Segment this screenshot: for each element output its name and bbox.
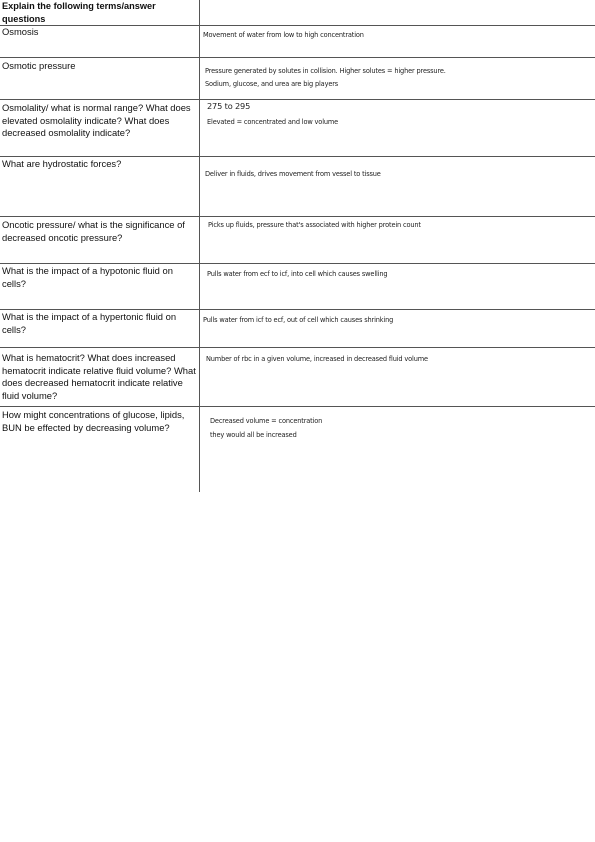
row-divider xyxy=(0,216,595,217)
answer-hematocrit: Number of rbc in a given volume, increased in decreased fluid volume xyxy=(206,355,428,363)
row-divider xyxy=(0,406,595,407)
answer-oncotic-pressure: Picks up fluids, pressure that's associated with higher protein count xyxy=(208,221,421,229)
row-divider xyxy=(0,99,595,100)
question-hydrostatic-forces: What are hydrostatic forces? xyxy=(2,158,122,169)
question-hypertonic-fluid: What is the impact of a hypertonic fluid on cells? xyxy=(2,311,177,335)
question-osmosis: Osmosis xyxy=(2,26,39,37)
answer-osmosis: Movement of water from low to high concentration xyxy=(203,31,364,39)
answer-hypotonic-fluid: Pulls water from ecf to icf, into cell which causes swelling xyxy=(207,270,388,278)
answer-osmotic-pressure-line1: Pressure generated by solutes in collision. Higher solutes = higher pressure. xyxy=(205,67,446,75)
question-oncotic-pressure: Oncotic pressure/ what is the significance of decreased oncotic pressure? xyxy=(2,219,185,243)
answer-hypertonic-fluid: Pulls water from icf to ecf, out of cell which causes shrinking xyxy=(203,316,394,324)
answer-decreasing-volume-line1: Decreased volume = concentration xyxy=(210,417,323,425)
table-header-title: Explain the following terms/answer questions xyxy=(2,1,156,24)
question-osmotic-pressure: Osmotic pressure xyxy=(2,60,76,71)
row-divider xyxy=(0,57,595,58)
question-hypotonic-fluid: What is the impact of a hypotonic fluid on cells? xyxy=(2,265,173,289)
question-decreasing-volume: How might concentrations of glucose, lipids, BUN be effected by decreasing volume? xyxy=(2,409,185,433)
question-hematocrit: What is hematocrit? What does increased hematocrit indicate relative fluid volume? What does decreased hematocrit indicate relative fluid volume? xyxy=(2,352,196,401)
column-divider xyxy=(199,0,200,492)
answer-osmolality-elevated: Elevated = concentrated and low volume xyxy=(207,118,339,126)
row-divider xyxy=(0,156,595,157)
row-divider xyxy=(0,309,595,310)
answer-hydrostatic-forces: Deliver in fluids, drives movement from vessel to tissue xyxy=(205,170,381,178)
answer-osmotic-pressure-line2: Sodium, glucose, and urea are big players xyxy=(205,80,339,88)
question-osmolality: Osmolality/ what is normal range? What does elevated osmolality indicate? What does decreased osmolality indicate? xyxy=(2,102,191,139)
row-divider xyxy=(0,263,595,264)
answer-osmolality-range: 275 to 295 xyxy=(207,101,251,111)
row-divider xyxy=(0,347,595,348)
answer-decreasing-volume-line2: they would all be increased xyxy=(210,431,297,439)
